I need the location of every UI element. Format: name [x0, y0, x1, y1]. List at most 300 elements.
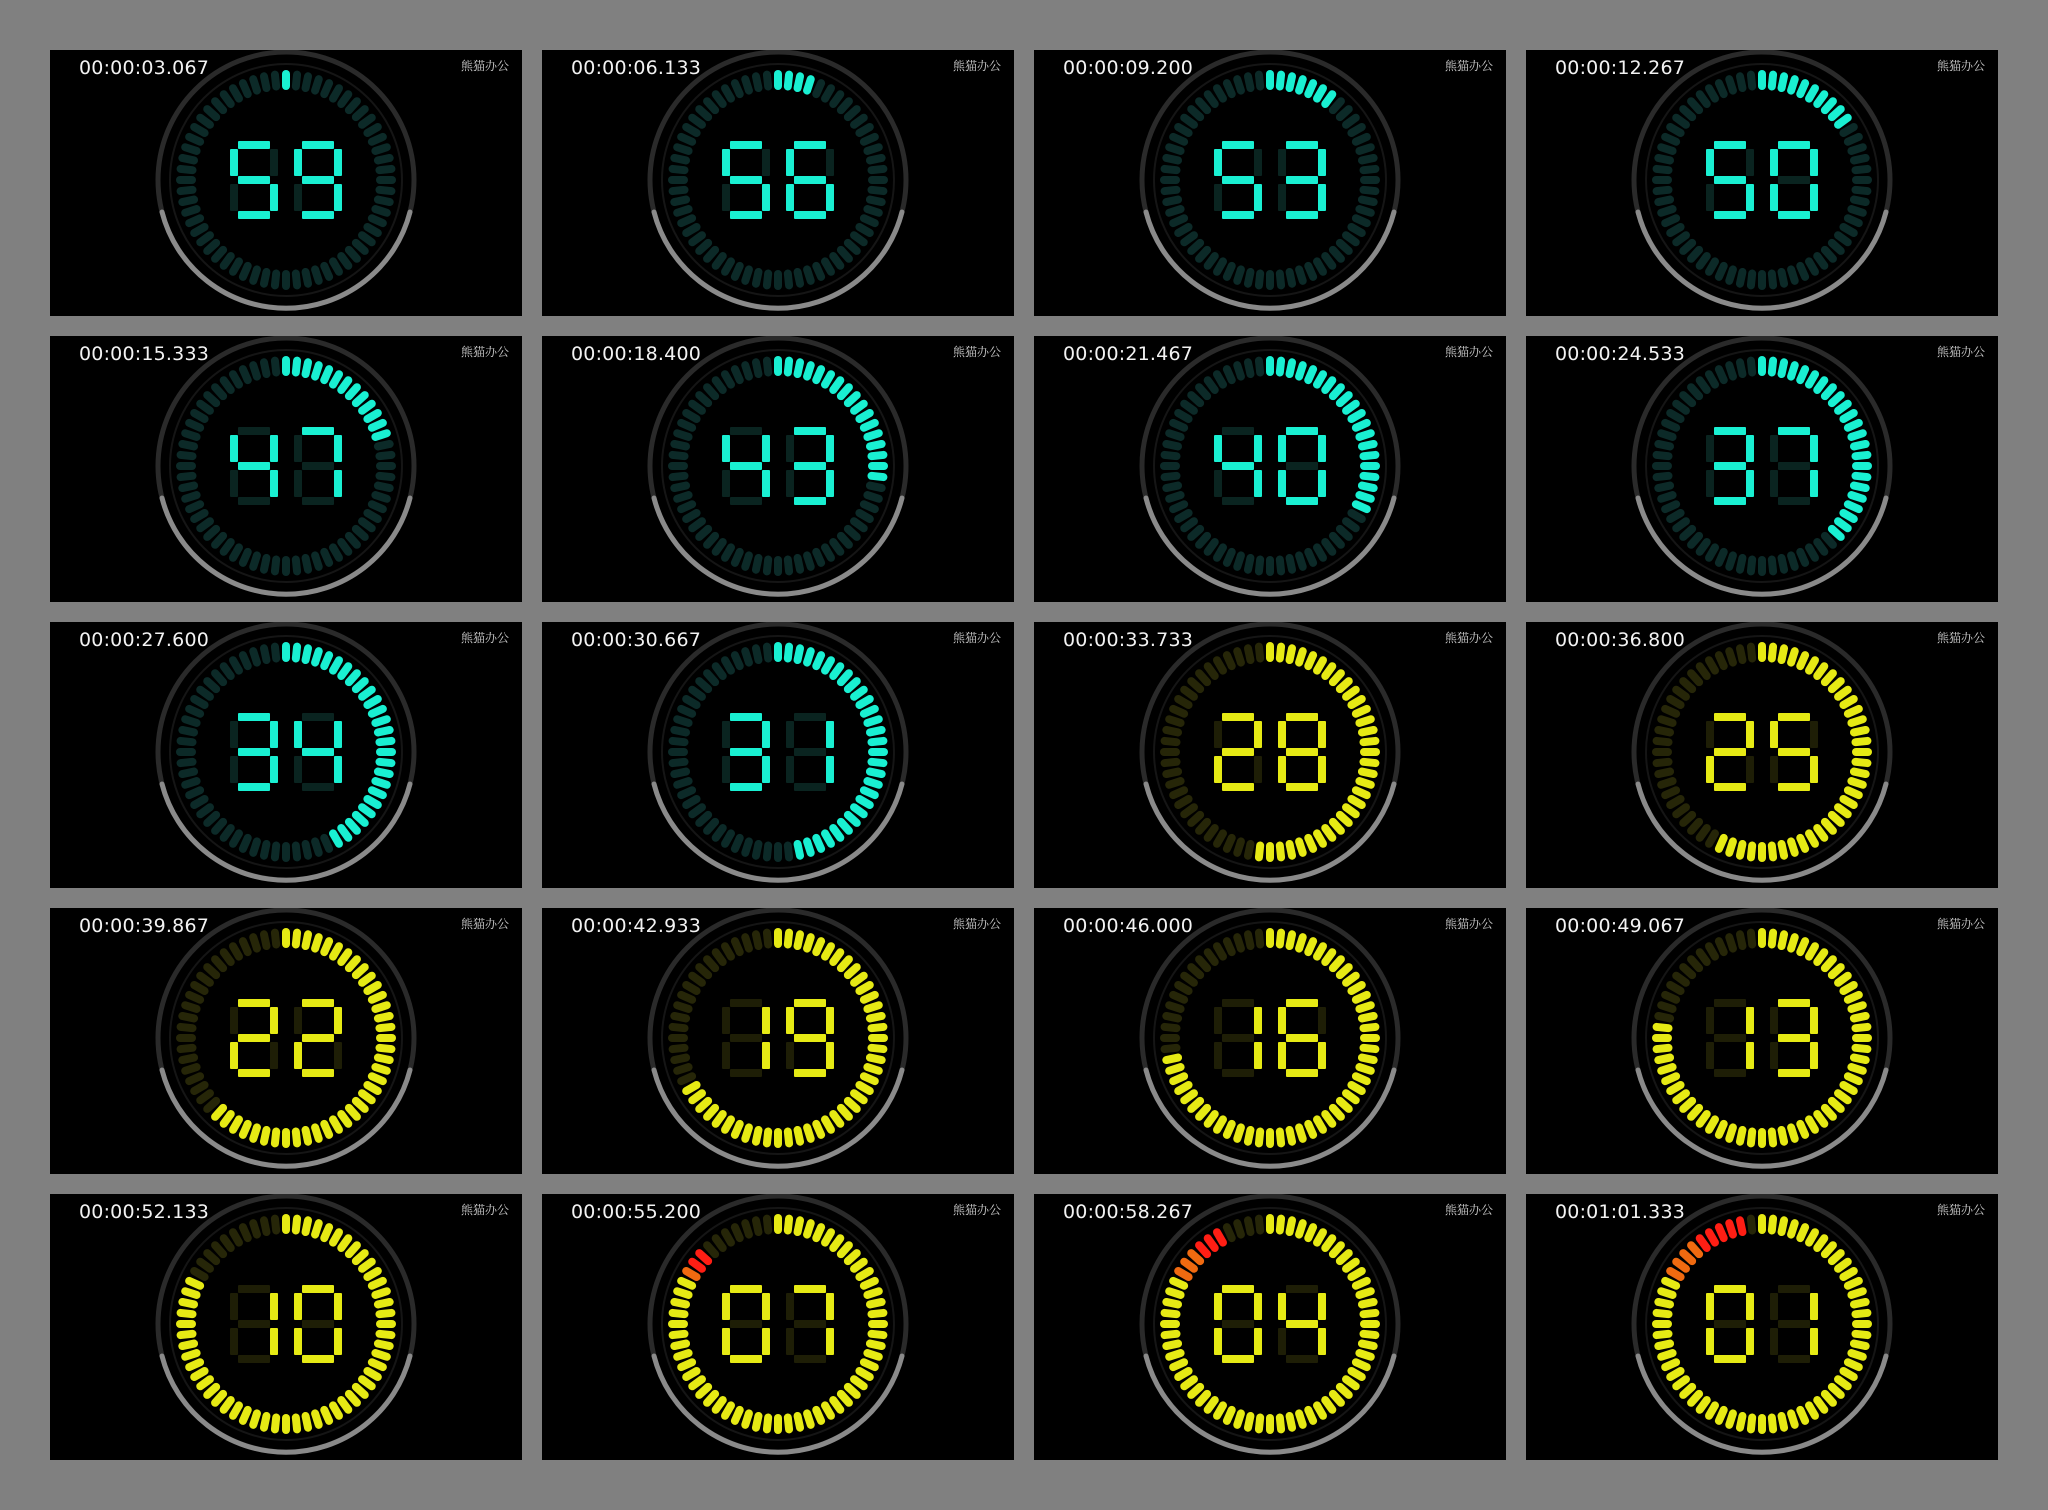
tick-lit [291, 356, 301, 377]
timecode-label: 00:00:52.133 [79, 1201, 210, 1223]
segment-g-on [794, 176, 826, 184]
segment-b-on [1810, 435, 1818, 462]
segment-b-on [1746, 721, 1754, 748]
segment-c-on [826, 1042, 834, 1069]
segment-e-off [1706, 184, 1714, 211]
segment-a-on [302, 1285, 334, 1293]
tick-dim [1162, 767, 1183, 779]
tick-lit [176, 1309, 197, 1319]
tick-dim [271, 1214, 281, 1235]
tick-lit [1777, 1216, 1789, 1237]
segment-e-off [1706, 1042, 1714, 1069]
tick-lit [1285, 839, 1297, 860]
inner-ring [662, 636, 894, 868]
segment-e-off [1214, 470, 1222, 497]
segment-b-on [1810, 1007, 1818, 1034]
tick-lit [1243, 1125, 1255, 1146]
timecode-label: 00:00:39.867 [79, 915, 210, 937]
segment-b-off [1746, 149, 1754, 176]
seven-segment-count [1214, 427, 1326, 505]
segment-c-off [270, 1042, 278, 1069]
tick-lit [793, 930, 805, 951]
tick-dim [259, 930, 271, 951]
tick-dim [1255, 928, 1265, 949]
segment-c-on [1318, 184, 1326, 211]
tick-dim [1747, 642, 1757, 663]
watermark-text: 熊猫办公 [952, 59, 1001, 73]
tick-lit [1852, 748, 1872, 756]
tick-lit [774, 642, 782, 662]
segment-f-off [294, 435, 302, 462]
tick-lit [1652, 1023, 1673, 1033]
tick-dim [1162, 153, 1183, 165]
seven-segment-count [230, 1285, 342, 1363]
inner-ring [1154, 636, 1386, 868]
segment-b-on [762, 1293, 770, 1320]
countdown-frame [542, 908, 1014, 1174]
tick-lit [301, 1216, 313, 1237]
tick-dim [178, 1011, 199, 1023]
tick-dim [670, 767, 691, 779]
segment-a-off [730, 999, 762, 1007]
inner-ring [170, 636, 402, 868]
segment-g-on [730, 748, 762, 756]
tick-dim [1243, 267, 1255, 288]
segment-d-on [794, 211, 826, 219]
countdown-dial [542, 336, 1014, 602]
segment-e-off [786, 756, 794, 783]
watermark-text: 熊猫办公 [1936, 631, 1985, 645]
tick-dim [763, 70, 773, 91]
segment-g-off [1222, 1320, 1254, 1328]
segment-b-on [270, 1293, 278, 1320]
segment-a-on [1286, 999, 1318, 1007]
segment-e-off [230, 756, 238, 783]
tick-lit [1654, 1297, 1675, 1309]
segment-f-on [1770, 149, 1778, 176]
segment-d-on [238, 211, 270, 219]
tick-lit [1285, 1125, 1297, 1146]
tick-lit [1285, 930, 1297, 951]
segment-g-on [238, 462, 270, 470]
tick-lit [868, 1320, 888, 1328]
tick-lit [1851, 1023, 1872, 1033]
tick-lit [1777, 72, 1789, 93]
tick-lit [763, 1413, 773, 1434]
segment-d-off [302, 497, 334, 505]
tick-dim [783, 841, 793, 862]
tick-lit [1357, 481, 1378, 493]
segment-b-on [1254, 1007, 1262, 1034]
tick-lit [793, 1125, 805, 1146]
segment-d-on [794, 1069, 826, 1077]
tick-dim [271, 928, 281, 949]
segment-d-off [1778, 497, 1810, 505]
tick-dim [1160, 748, 1180, 756]
tick-dim [668, 471, 689, 481]
segment-c-on [1810, 756, 1818, 783]
tick-lit [301, 1125, 313, 1146]
tick-lit [793, 1411, 805, 1432]
segment-d-on [1286, 211, 1318, 219]
tick-dim [178, 767, 199, 779]
segment-c-off [334, 1042, 342, 1069]
seven-segment-count [722, 427, 834, 505]
segment-c-on [762, 1042, 770, 1069]
tick-lit [1758, 1128, 1766, 1148]
segment-f-on [1214, 1293, 1222, 1320]
segment-b-on [270, 721, 278, 748]
tick-lit [1652, 1329, 1673, 1339]
tick-lit [373, 1011, 394, 1023]
tick-dim [291, 70, 301, 91]
tick-dim [271, 356, 281, 377]
tick-dim [1255, 1214, 1265, 1235]
tick-lit [1357, 1339, 1378, 1351]
segment-d-off [794, 1355, 826, 1363]
tick-dim [1777, 267, 1789, 288]
tick-lit [1360, 462, 1380, 470]
tick-dim [1851, 165, 1872, 175]
segment-g-on [302, 748, 334, 756]
tick-dim [670, 439, 691, 451]
tick-lit [291, 642, 301, 663]
tick-dim [1160, 1023, 1181, 1033]
tick-lit [1777, 930, 1789, 951]
tick-lit [1285, 358, 1297, 379]
seven-segment-count [1706, 999, 1818, 1077]
tick-dim [176, 462, 196, 470]
tick-dim [1747, 928, 1757, 949]
timecode-label: 00:00:36.800 [1555, 629, 1686, 651]
segment-e-on [1214, 1328, 1222, 1355]
tick-dim [301, 839, 313, 860]
tick-lit [301, 930, 313, 951]
tick-dim [375, 451, 396, 461]
watermark-text: 熊猫办公 [460, 1203, 509, 1217]
tick-lit [865, 725, 886, 737]
segment-c-on [270, 756, 278, 783]
tick-dim [751, 358, 763, 379]
tick-dim [1767, 269, 1777, 290]
segment-d-on [1286, 783, 1318, 791]
segment-a-on [1286, 713, 1318, 721]
segment-b-on [334, 1293, 342, 1320]
segment-f-off [294, 1007, 302, 1034]
tick-lit [1758, 842, 1766, 862]
countdown-dial [50, 50, 522, 316]
tick-dim [291, 269, 301, 290]
segment-g-on [1714, 462, 1746, 470]
countdown-dial [1526, 622, 1998, 888]
timecode-label: 00:00:42.933 [571, 915, 702, 937]
tick-dim [751, 930, 763, 951]
countdown-frame [1526, 336, 1998, 602]
tick-dim [668, 1043, 689, 1053]
segment-b-off [270, 149, 278, 176]
tick-dim [774, 842, 782, 862]
tick-dim [1747, 555, 1757, 576]
segment-f-on [1706, 149, 1714, 176]
tick-lit [373, 1297, 394, 1309]
watermark-text: 熊猫办公 [1444, 917, 1493, 931]
segment-d-off [238, 1355, 270, 1363]
segment-c-on [762, 470, 770, 497]
tick-lit [1266, 70, 1274, 90]
segment-c-on [762, 184, 770, 211]
segment-a-on [1778, 713, 1810, 721]
tick-dim [1357, 195, 1378, 207]
segment-c-on [1254, 1328, 1262, 1355]
tick-dim [176, 1034, 196, 1042]
tick-dim [865, 481, 886, 493]
countdown-dial [1034, 1194, 1506, 1460]
segment-d-off [1222, 497, 1254, 505]
segment-f-on [786, 149, 794, 176]
segment-c-on [762, 756, 770, 783]
countdown-frame [1034, 908, 1506, 1174]
segment-b-on [1254, 1293, 1262, 1320]
tick-dim [1255, 642, 1265, 663]
segment-b-on [1318, 1293, 1326, 1320]
tick-dim [373, 195, 394, 207]
tick-lit [1162, 1053, 1183, 1065]
tick-lit [1777, 358, 1789, 379]
tick-lit [1851, 471, 1872, 481]
tick-lit [1747, 1413, 1757, 1434]
countdown-frame [1526, 1194, 1998, 1460]
tick-dim [1255, 269, 1265, 290]
tick-dim [1162, 195, 1183, 207]
segment-d-on [1714, 211, 1746, 219]
tick-dim [763, 928, 773, 949]
tick-lit [1359, 471, 1380, 481]
tick-lit [1359, 1023, 1380, 1033]
segment-c-on [1746, 1328, 1754, 1355]
tick-lit [1285, 1411, 1297, 1432]
tick-lit [178, 1297, 199, 1309]
tick-dim [1162, 1011, 1183, 1023]
segment-a-on [238, 141, 270, 149]
tick-lit [774, 70, 782, 90]
tick-lit [1767, 841, 1777, 862]
timecode-label: 00:00:27.600 [79, 629, 210, 651]
segment-e-off [786, 1328, 794, 1355]
segment-a-on [1714, 427, 1746, 435]
tick-lit [751, 1125, 763, 1146]
tick-lit [751, 1411, 763, 1432]
tick-dim [1160, 451, 1181, 461]
segment-c-on [1746, 470, 1754, 497]
tick-lit [1777, 644, 1789, 665]
segment-f-off [786, 435, 794, 462]
tick-lit [291, 1127, 301, 1148]
seven-segment-count [230, 427, 342, 505]
segment-c-on [1810, 1042, 1818, 1069]
countdown-frame [1034, 50, 1506, 316]
tick-lit [1735, 839, 1747, 860]
segment-a-off [238, 1285, 270, 1293]
segment-e-off [1770, 1042, 1778, 1069]
segment-f-off [1770, 1293, 1778, 1320]
tick-lit [1758, 1414, 1766, 1434]
tick-dim [1160, 1043, 1181, 1053]
tick-lit [176, 1329, 197, 1339]
tick-lit [1849, 767, 1870, 779]
segment-f-on [230, 149, 238, 176]
tick-dim [271, 841, 281, 862]
segment-e-on [1706, 756, 1714, 783]
segment-f-off [1770, 435, 1778, 462]
inner-ring [1646, 636, 1878, 868]
segment-c-off [1746, 756, 1754, 783]
segment-c-on [334, 470, 342, 497]
watermark-text: 熊猫办公 [1444, 631, 1493, 645]
tick-lit [793, 1216, 805, 1237]
segment-g-off [1222, 1034, 1254, 1042]
tick-lit [1767, 928, 1777, 949]
segment-a-on [302, 427, 334, 435]
watermark-text: 熊猫办公 [1444, 345, 1493, 359]
inner-ring [1646, 350, 1878, 582]
segment-e-on [1278, 756, 1286, 783]
tick-lit [763, 1127, 773, 1148]
segment-b-on [826, 1007, 834, 1034]
countdown-dial [50, 1194, 522, 1460]
tick-lit [1285, 644, 1297, 665]
segment-d-on [1778, 211, 1810, 219]
segment-e-off [294, 184, 302, 211]
segment-g-on [1286, 1320, 1318, 1328]
tick-dim [783, 269, 793, 290]
segment-d-on [302, 1355, 334, 1363]
segment-f-on [722, 149, 730, 176]
countdown-frame [50, 1194, 522, 1460]
tick-dim [1255, 356, 1265, 377]
segment-b-on [270, 435, 278, 462]
segment-b-on [1318, 721, 1326, 748]
tick-dim [176, 737, 197, 747]
segment-c-on [1810, 1328, 1818, 1355]
tick-lit [668, 1329, 689, 1339]
tick-dim [178, 195, 199, 207]
segment-b-off [762, 149, 770, 176]
tick-lit [867, 1023, 888, 1033]
tick-dim [1654, 153, 1675, 165]
seven-segment-count [230, 713, 342, 791]
tick-dim [1652, 176, 1672, 184]
segment-e-on [294, 1328, 302, 1355]
tick-dim [176, 1043, 197, 1053]
tick-dim [670, 1053, 691, 1065]
tick-dim [1266, 556, 1274, 576]
tick-dim [282, 842, 290, 862]
tick-dim [1160, 176, 1180, 184]
segment-c-on [1746, 184, 1754, 211]
tick-lit [1359, 1329, 1380, 1339]
segment-b-off [826, 149, 834, 176]
segment-e-on [786, 184, 794, 211]
segment-a-off [730, 427, 762, 435]
tick-lit [1359, 757, 1380, 767]
segment-f-on [786, 1007, 794, 1034]
segment-e-off [1770, 756, 1778, 783]
segment-e-on [1770, 184, 1778, 211]
segment-e-off [1278, 1328, 1286, 1355]
tick-lit [1652, 1320, 1672, 1328]
tick-dim [1654, 767, 1675, 779]
tick-dim [1266, 270, 1274, 290]
tick-dim [176, 1023, 197, 1033]
tick-lit [867, 471, 888, 481]
tick-lit [1275, 928, 1285, 949]
tick-lit [282, 70, 290, 90]
segment-a-on [794, 999, 826, 1007]
tick-dim [1243, 553, 1255, 574]
segment-d-on [1778, 1069, 1810, 1077]
tick-dim [668, 748, 688, 756]
tick-dim [1735, 644, 1747, 665]
tick-lit [1767, 1214, 1777, 1235]
tick-lit [1758, 1214, 1766, 1234]
inner-ring [170, 350, 402, 582]
segment-c-on [826, 756, 834, 783]
tick-dim [178, 481, 199, 493]
segment-b-on [1746, 435, 1754, 462]
tick-lit [1758, 928, 1766, 948]
countdown-frame [542, 1194, 1014, 1460]
tick-lit [1162, 1297, 1183, 1309]
tick-dim [763, 555, 773, 576]
tick-dim [1652, 748, 1672, 756]
tick-lit [1652, 1043, 1673, 1053]
tick-lit [868, 748, 888, 756]
tick-lit [1360, 1320, 1380, 1328]
segment-g-off [302, 462, 334, 470]
segment-e-off [1770, 1328, 1778, 1355]
tick-dim [271, 70, 281, 91]
tick-dim [1747, 269, 1757, 290]
countdown-frame [542, 50, 1014, 316]
tick-lit [1849, 439, 1870, 451]
segment-g-on [302, 176, 334, 184]
tick-lit [301, 1411, 313, 1432]
segment-g-on [730, 176, 762, 184]
tick-dim [373, 153, 394, 165]
segment-d-on [1222, 1355, 1254, 1363]
tick-dim [751, 1216, 763, 1237]
segment-c-on [1318, 756, 1326, 783]
tick-lit [375, 737, 396, 747]
tick-lit [1275, 356, 1285, 377]
tick-lit [1266, 356, 1274, 376]
tick-lit [1735, 1125, 1747, 1146]
tick-dim [668, 185, 689, 195]
segment-e-on [1278, 470, 1286, 497]
watermark-text: 熊猫办公 [952, 917, 1001, 931]
inner-ring [662, 64, 894, 296]
countdown-dial [1034, 336, 1506, 602]
tick-dim [291, 555, 301, 576]
tick-dim [1162, 725, 1183, 737]
tick-dim [763, 1214, 773, 1235]
tick-dim [670, 725, 691, 737]
tick-lit [1357, 1053, 1378, 1065]
segment-e-off [1278, 184, 1286, 211]
segment-g-off [794, 1320, 826, 1328]
countdown-dial [50, 622, 522, 888]
segment-d-off [302, 783, 334, 791]
